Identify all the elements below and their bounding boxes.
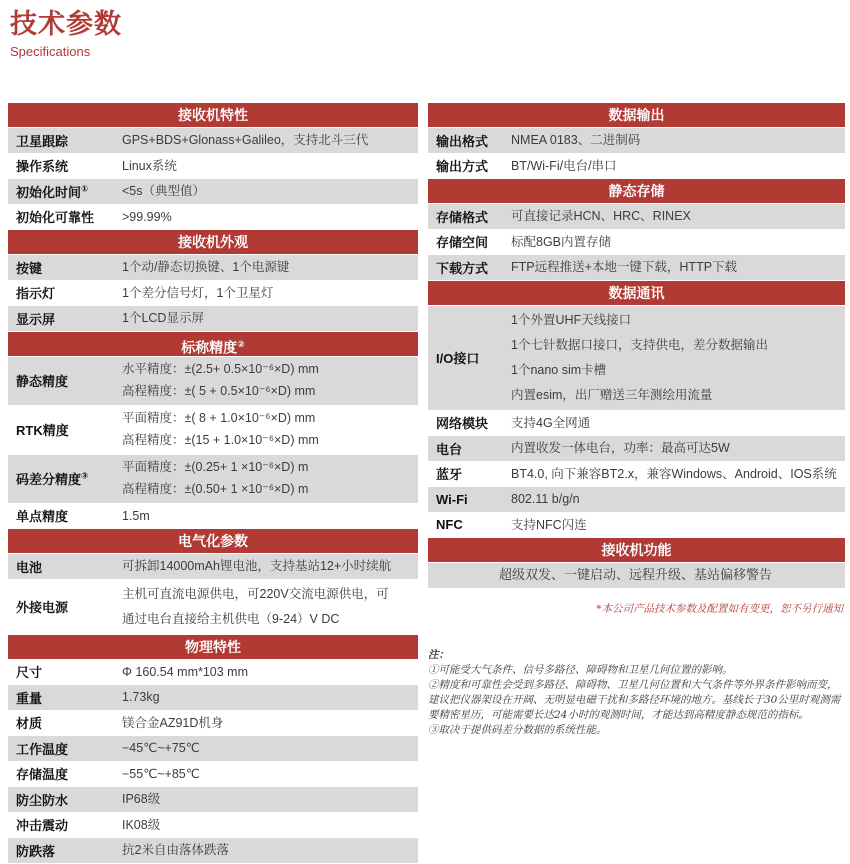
spec-row [8, 179, 418, 204]
section-static-storage [428, 179, 845, 280]
spec-label: 输出方式 [436, 159, 489, 175]
spec-label: 卫星跟踪 [16, 133, 69, 149]
section-header-nominal-accuracy: 标称精度② [8, 332, 418, 356]
spec-value: 标配8GB内置存储 [511, 234, 612, 249]
spec-value: 抗2米自由落体跌落 [122, 843, 229, 858]
section-header-electrical: 电气化参数 [8, 529, 418, 553]
spec-row [8, 554, 418, 579]
spec-label: 材质 [16, 716, 43, 732]
spec-row [428, 487, 845, 512]
spec-value: 主机可直流电源供电，可220V交流电源供电，可 通过电台直接给主机供电（9-24）V DC [122, 586, 389, 626]
spec-label: 指示灯 [16, 286, 56, 302]
section-header-receiver-functions: 接收机功能 [428, 538, 845, 562]
spec-label: 防跌落 [16, 843, 56, 859]
spec-label: 码差分精度③ [16, 470, 89, 487]
spec-value: −45℃~+75℃ [122, 741, 200, 756]
spec-value: 平面精度：±(0.25+ 1 ×10⁻⁶×D) m 高程精度：±(0.50+ 1 ×10⁻⁶×D) m [122, 460, 309, 496]
spec-value: FTP远程推送+本地一键下载，HTTP下载 [511, 260, 738, 275]
spec-label: 单点精度 [16, 509, 69, 525]
spec-value: <5s（典型值） [122, 184, 206, 199]
spec-label: 输出格式 [436, 133, 489, 149]
disclaimer-note: *本公司产品技术参数及配置如有变更，恕不另行通知 [596, 602, 843, 615]
spec-value: >99.99% [122, 209, 172, 224]
footnote-line: ①可能受大气条件、信号多路径、障碍物和卫星几何位置的影响。 [428, 663, 733, 676]
section-nominal-accuracy [8, 332, 418, 529]
spec-row [8, 281, 418, 306]
spec-value: 1个LCD显示屏 [122, 311, 204, 326]
section-electrical [8, 529, 418, 634]
section-header-comm: 数据通讯 [428, 281, 845, 305]
spec-label: 蓝牙 [436, 467, 463, 483]
section-receiver-features [8, 103, 418, 229]
section-physical [8, 635, 418, 863]
footnotes-block [428, 648, 845, 738]
spec-label: 操作系统 [16, 159, 69, 175]
section-header-receiver-features: 接收机特性 [8, 103, 418, 127]
spec-label: 按键 [16, 260, 43, 276]
spec-value: Linux系统 [122, 158, 177, 173]
spec-value: 水平精度：±(2.5+ 0.5×10⁻⁶×D) mm 高程精度：±( 5 + 0.5×10⁻⁶×D) mm [122, 362, 319, 398]
notes-area [428, 601, 845, 738]
spec-value: BT4.0, 向下兼容BT2.x，兼容Windows、Android、IOS系统 [511, 466, 837, 481]
spec-row [8, 685, 418, 710]
spec-row [8, 255, 418, 280]
section-receiver-appearance [8, 230, 418, 331]
footnotes-label: 注： [428, 648, 449, 661]
spec-row [8, 406, 418, 454]
spec-row [428, 513, 845, 538]
spec-label: 初始化时间① [16, 183, 89, 200]
spec-row [8, 306, 418, 331]
spec-label: 初始化可靠性 [16, 210, 95, 226]
spec-row [8, 711, 418, 736]
section-header-receiver-appearance: 接收机外观 [8, 230, 418, 254]
spec-label: 电池 [16, 559, 43, 575]
spec-label: 存储空间 [436, 235, 489, 251]
spec-value: 支持4G全网通 [511, 415, 591, 430]
spec-row [428, 154, 845, 179]
section-header-static-storage: 静态存储 [428, 179, 845, 203]
spec-label: NFC [436, 517, 463, 533]
spec-value: IP68级 [122, 792, 161, 807]
section-header-physical: 物理特性 [8, 635, 418, 659]
spec-label: 下载方式 [436, 260, 489, 276]
spec-value: NMEA 0183、二进制码 [511, 133, 641, 148]
spec-row [428, 204, 845, 229]
spec-label: 工作温度 [16, 741, 69, 757]
page-header [0, 0, 850, 103]
spec-columns [0, 103, 850, 864]
spec-label: 重量 [16, 690, 43, 706]
spec-row [428, 462, 845, 487]
spec-row [8, 580, 418, 634]
spec-row [8, 762, 418, 787]
footnote-line: ③取决于提供码差分数据的系统性能。 [428, 723, 607, 736]
spec-row [8, 838, 418, 863]
spec-value: BT/Wi-Fi/电台/串口 [511, 158, 617, 173]
spec-label: 显示屏 [16, 311, 56, 327]
spec-row [428, 411, 845, 436]
spec-value: 可直接记录HCN、HRC、RINEX [511, 209, 691, 224]
spec-row [428, 128, 845, 153]
spec-value: 可拆卸14000mAh锂电池，支持基站12+小时续航 [122, 559, 392, 574]
spec-value: 1个外置UHF天线接口 1个七针数据口接口，支持供电，差分数据输出 1个nano sim卡槽 内置esim，出厂赠送三年测绘用流量 [511, 312, 768, 402]
spec-label: 网络模块 [436, 416, 489, 432]
spec-label: I/O接口 [436, 351, 480, 366]
footnote-lines [428, 663, 841, 738]
spec-row [428, 230, 845, 255]
spec-value: 1.5m [122, 508, 150, 523]
spec-row [8, 455, 418, 503]
spec-label: 电台 [436, 441, 463, 457]
spec-label: 尺寸 [16, 665, 43, 681]
spec-value: 1.73kg [122, 690, 160, 705]
spec-row [8, 813, 418, 838]
spec-value: 超级双发、一键启动、远程升级、基站偏移警告 [498, 567, 772, 583]
spec-label: 外接电源 [16, 600, 69, 615]
spec-row [8, 504, 418, 529]
spec-label: 存储格式 [436, 209, 489, 225]
section-data-output [428, 103, 845, 178]
spec-row [428, 306, 845, 410]
spec-label: 存储温度 [16, 767, 69, 783]
spec-row [8, 128, 418, 153]
footnote-line: ②精度和可靠性会受到多路径、障碍物、卫星几何位置和大气条件等外界条件影响而变，建议把仪器架设在开阔、无明显电磁干扰和多路径环境的地方。基线长于30公里时观测需要精密星历，可能需要长达24小时的观测时间，才能达到高精度静态规范的指标。 [428, 678, 841, 721]
spec-column-left [8, 103, 418, 864]
spec-value: 支持NFC闪连 [511, 517, 587, 532]
spec-row [428, 563, 845, 588]
spec-row [428, 255, 845, 280]
spec-label: RTK精度 [16, 423, 69, 438]
spec-row [8, 154, 418, 179]
spec-value: 镁合金AZ91D机身 [122, 715, 224, 730]
spec-column-right-sections [428, 103, 845, 588]
spec-label: 静态精度 [16, 374, 69, 389]
spec-row [8, 357, 418, 405]
spec-row [8, 787, 418, 812]
spec-row [8, 660, 418, 685]
spec-row [8, 205, 418, 230]
spec-value: −55℃~+85℃ [122, 766, 200, 781]
spec-value: 1个差分信号灯，1个卫星灯 [122, 285, 274, 300]
page-title: 技术参数 [10, 9, 122, 39]
spec-column-right [428, 103, 845, 738]
section-header-data-output: 数据输出 [428, 103, 845, 127]
spec-value: 802.11 b/g/n [511, 492, 580, 507]
spec-value: GPS+BDS+Glonass+Galileo，支持北斗三代 [122, 133, 369, 148]
spec-label: 防尘防水 [16, 792, 69, 808]
section-receiver-functions [428, 538, 845, 588]
spec-value: Φ 160.54 mm*103 mm [122, 664, 248, 679]
page-subtitle: Specifications [10, 44, 91, 59]
spec-label: 冲击震动 [16, 818, 69, 834]
spec-value: IK08级 [122, 817, 161, 832]
spec-value: 平面精度：±( 8 + 1.0×10⁻⁶×D) mm 高程精度：±(15 + 1.0×10⁻⁶×D) mm [122, 411, 319, 447]
spec-label: Wi-Fi [436, 491, 468, 507]
spec-value: 1个动/静态切换键、1个电源键 [122, 260, 290, 275]
spec-row [428, 436, 845, 461]
spec-row [8, 736, 418, 761]
section-comm [428, 281, 845, 538]
spec-value: 内置收发一体电台，功率：最高可达5W [511, 441, 730, 456]
